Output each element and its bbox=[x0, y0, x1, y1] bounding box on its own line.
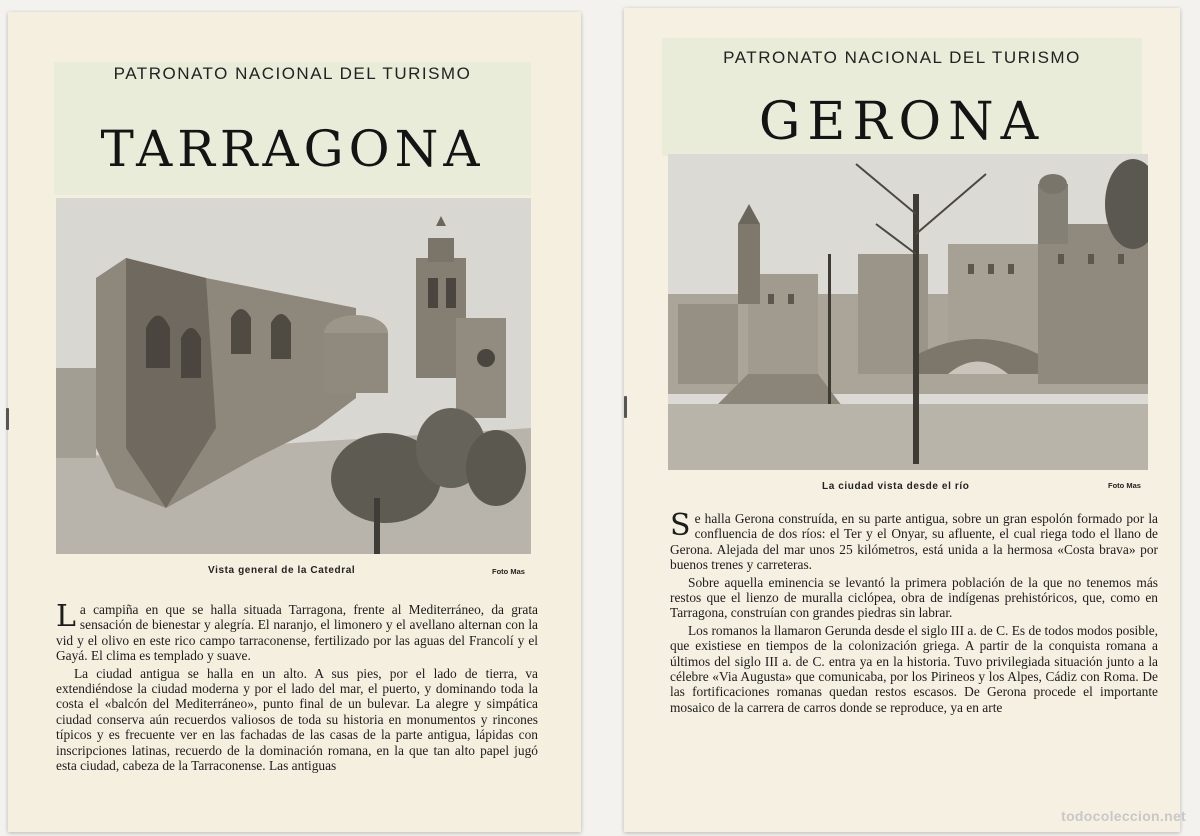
paragraph: La campiña en que se halla situada Tarragona, frente al Mediterráneo, da grata sensación de bienestar y alegría. El naranjo, el limonero y el avellano alternan con la vid y el olivo en este rico campo tarraconense, fertilizado por las aguas del Francolí y el Gayá. El clima es templado y suave. bbox=[56, 599, 538, 664]
city-title: TARRAGONA bbox=[100, 120, 485, 178]
drop-cap: S bbox=[670, 508, 691, 543]
paragraph: Se halla Gerona construída, en su parte antigua, sobre un gran espolón formado por la confluencia de dos ríos: el Ter y el Onyar, su afluente, el cual riega todo el llano de Gerona. Alejada del mar unos 25 kilómetros, está unida a la hermosa «Costa brava» por buenos trenes y carreteras. bbox=[670, 508, 1158, 573]
watermark: todocoleccion.net bbox=[1061, 808, 1186, 824]
photo-caption: La ciudad vista desde el río bbox=[822, 481, 970, 492]
photo-credit: Foto Mas bbox=[492, 567, 525, 576]
city-title: GERONA bbox=[758, 92, 1046, 152]
paragraph: Los romanos la llamaron Gerunda desde el siglo III a. de C. Es de todos modos posible, que existiese en tiempos de la colonización griega. A partir de la conquista romana a últimos del siglo III a. de C. entra ya en la historia. Tuvo privilegiada situación junto a la célebre «Via Augusta» que comunicaba, por los Pirineos y los Alpes, Cádiz con Roma. De las fortificaciones romanas quedan restos escasos. De Gerona procede el importante mosaico de la carrera de carros donde se reproduce, ya en arte bbox=[670, 622, 1158, 715]
publisher-header: PATRONATO NACIONAL DEL TURISMO bbox=[723, 48, 1081, 67]
cathedral-photo bbox=[56, 198, 531, 554]
staple-mark bbox=[6, 408, 9, 430]
staple-mark bbox=[624, 396, 627, 418]
paragraph: La ciudad antigua se halla en un alto. A sus pies, por el lado de tierra, va extendiéndose la ciudad moderna y por el lado del mar, el puerto, y dominando toda la costa el «balcón del Mediterráneo», punto final de un bulevar. La alegre y simpática ciudad conserva aún recuerdos valiosos de toda su historia en monumentos y rincones típicos y es frecuente ver en las fachadas de las casas de la parte antigua, lápidas con inscripciones latinas, recuerdo de la dominación romana, en la que tan alto papel jugó esta ciudad, cabeza de la Tarraconense. Las antiguas bbox=[56, 665, 538, 774]
drop-cap: L bbox=[56, 599, 76, 634]
photo-caption: Vista general de la Catedral bbox=[208, 565, 356, 576]
publisher-header: PATRONATO NACIONAL DEL TURISMO bbox=[113, 64, 472, 83]
photo-credit: Foto Mas bbox=[1108, 481, 1141, 490]
tarragona-brochure-page bbox=[8, 12, 581, 832]
article-body bbox=[670, 508, 1158, 717]
gerona-brochure-page bbox=[624, 8, 1180, 832]
paragraph: Sobre aquella eminencia se levantó la primera población de la que no tenemos más restos que el lienzo de muralla ciclópea, obra de indígenas prehistóricos, que, como en Tarragona, construían con grandes piedras sin labrar. bbox=[670, 574, 1158, 621]
river-view-photo bbox=[668, 154, 1148, 470]
article-body bbox=[56, 599, 538, 775]
